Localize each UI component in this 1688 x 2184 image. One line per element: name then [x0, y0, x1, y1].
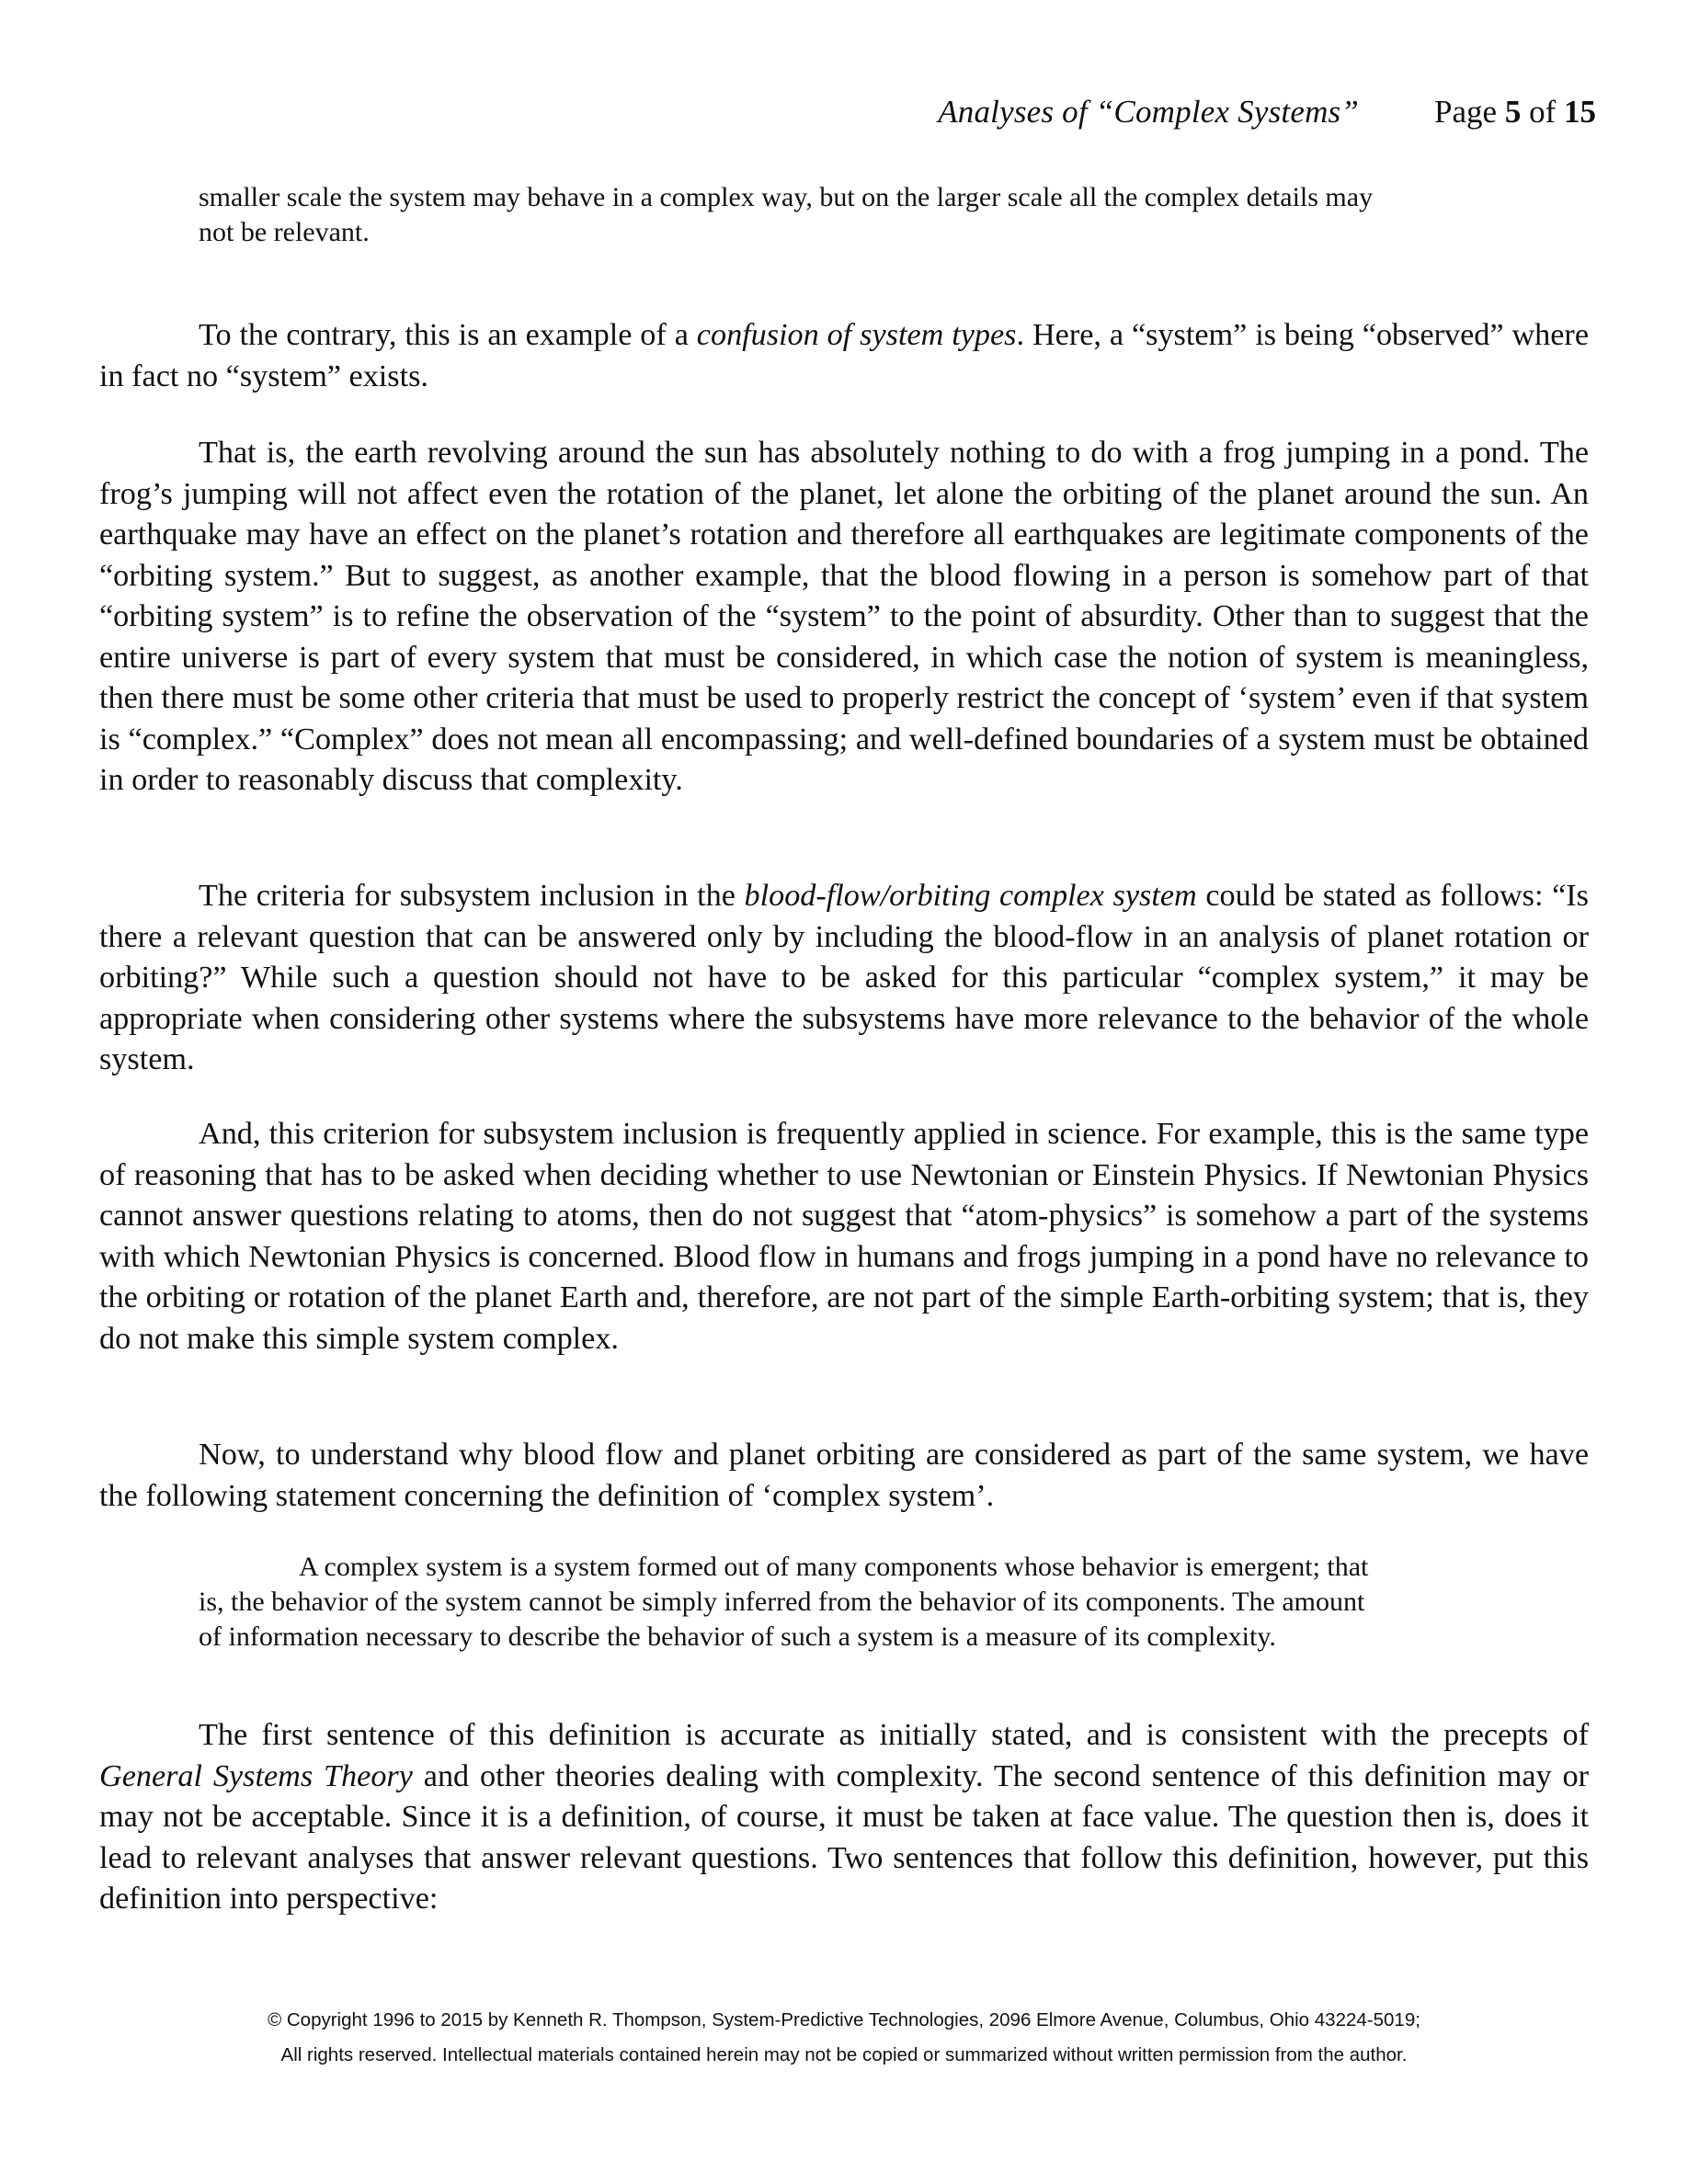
quote-line: smaller scale the system may behave in a complex way, but on the larger scale all the complex details may — [199, 182, 1374, 212]
block-quote-continued — [199, 180, 1495, 250]
current-page-number: 5 — [1504, 94, 1522, 130]
paragraph-text: The first sentence of this definition is accurate as initially stated, and is consistent with the precepts of — [199, 1718, 1589, 1752]
quote-line: is, the behavior of the system cannot be simply inferred from the behavior of its components. The amount — [199, 1587, 1365, 1617]
emphasis-text: blood-flow/orbiting complex system — [744, 879, 1197, 913]
document-title: Analyses of “Complex Systems” — [938, 94, 1360, 130]
rights-notice: All rights reserved. Intellectual materials contained herein may not be copied or summarized without written permission from the author. — [280, 2044, 1408, 2065]
copyright-notice: © Copyright 1996 to 2015 by Kenneth R. Thompson, System-Predictive Technologies, 2096 Elmore Avenue, Columbus, Ohio 43224-5019; — [268, 2009, 1420, 2030]
page-prefix: Page — [1434, 94, 1505, 130]
emphasis-text: confusion of system types — [696, 318, 1017, 352]
total-page-count: 15 — [1564, 94, 1596, 130]
quote-line: not be relevant. — [199, 217, 370, 247]
paragraph — [99, 1715, 1589, 1920]
paragraph: And, this criterion for subsystem inclusion is frequently applied in science. For example, this is the same type of reasoning that has to be asked when deciding whether to use Newtonian or Einstein Physics. If Newtonian Physics cannot answer questions relating to atoms, then do not suggest that “atom-physics” is somehow a part of the systems with which Newtonian Physics is concerned. Blood flow in humans and frogs jumping in a pond have no relevance to the orbiting or rotation of the planet Earth and, therefore, are not part of the simple Earth-orbiting system; that is, they do not make this simple system complex. — [99, 1117, 1589, 1356]
paragraph-text: and other theories dealing with complexity. The second sentence of this definition may or may not be acceptable. Since it is a definition, of course, it must be taken at face value. The question then is, does it lead to relevant analyses that answer relevant questions. Two sentences that follow this definition, however, put this definition into perspective: — [99, 1758, 1589, 1916]
paragraph — [99, 315, 1589, 397]
paragraph: Now, to understand why blood flow and planet orbiting are considered as part of the same system, we have the following statement concerning the definition of ‘complex system’. — [99, 1438, 1589, 1513]
paragraph-text: . Here, a “system” is being “observed” where in fact no “system” exists. — [99, 318, 1589, 393]
page-separator: of — [1521, 94, 1564, 130]
emphasis-text: General Systems Theory — [99, 1758, 413, 1793]
definition-block-quote — [199, 1550, 1495, 1655]
page-number — [1434, 96, 1596, 128]
paragraph — [99, 876, 1589, 1081]
quote-line: A complex system is a system formed out of many components whose behavior is emergent; that — [299, 1552, 1369, 1582]
page-header — [938, 96, 1596, 128]
paragraph-text: could be stated as follows: “Is there a relevant question that can be answered only by including the blood-flow in an analysis of planet rotation or orbiting?” While such a question should not have to be asked for this particular “complex system,” it may be appropriate when considering other systems where the subsystems have more relevance to the behavior of the whole system. — [99, 879, 1589, 1076]
paragraph-text: To the contrary, this is an example of a — [199, 318, 697, 352]
quote-line: of information necessary to describe the behavior of such a system is a measure of its complexity. — [199, 1621, 1276, 1652]
paragraph: That is, the earth revolving around the sun has absolutely nothing to do with a frog jumping in a pond. The frog’s jumping will not affect even the rotation of the planet, let alone the orbiting of the planet around the sun. An earthquake may have an effect on the planet’s rotation and therefore all earthquakes are legitimate components of the “orbiting system.” But to suggest, as another example, that the blood flowing in a person is somehow part of that “orbiting system” is to refine the observation of the “system” to the point of absurdity. Other than to suggest that the entire universe is part of every system that must be considered, in which case the notion of system is meaningless, then there must be some other criteria that must be used to properly restrict the concept of ‘system’ even if that system is “complex.” “Complex” does not mean all encompassing; and well-defined boundaries of a system must be obtained in order to reasonably discuss that complexity. — [99, 436, 1589, 797]
paragraph-text: The criteria for subsystem inclusion in the — [199, 879, 745, 913]
